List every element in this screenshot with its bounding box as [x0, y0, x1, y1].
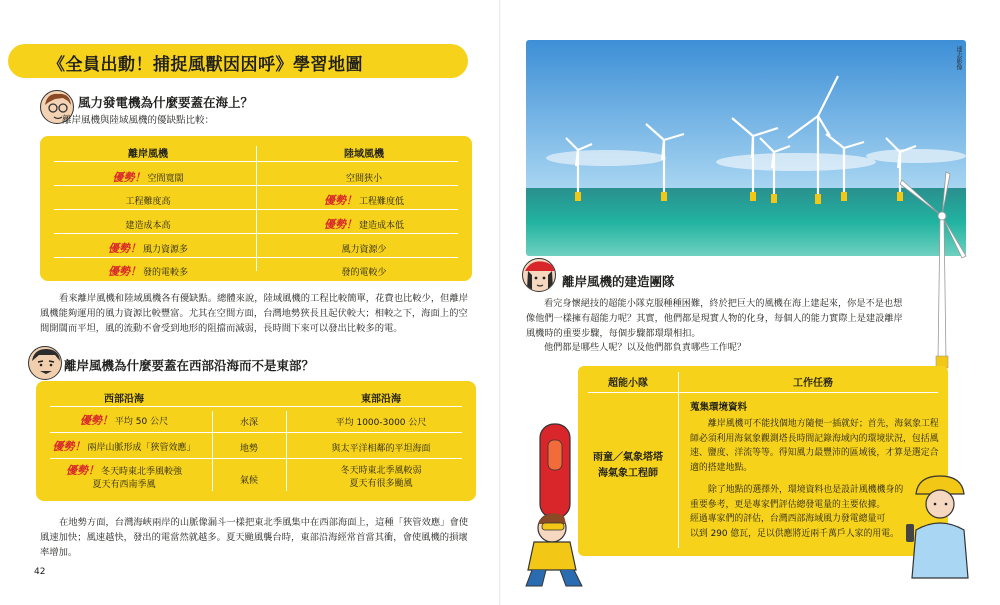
table-cell: 風力資源少: [341, 245, 387, 255]
comparison-table: [40, 136, 472, 281]
column-header-offshore: 離岸風機: [128, 149, 168, 160]
table-cell: 發的電較少: [341, 268, 387, 278]
advantage-badge: 優勢！: [323, 218, 357, 231]
task-description: 離岸風機可不能找個地方隨便一插就好；首先，海氣象工程 師必須利用海氣象觀測塔長時間記錄海域內的環境狀況，包括風 速、鹽度、洋流等等。得知風力最豐沛的區域後，才算是選定合 適的搭建地點。 除了地點的選擇外，環境資料也是設計風機機身的 重要參考，更是專家們評估總發電量的主要依據。 經過專家們的評估，台灣西部海域風力發電總量可 以到 290 億瓦，足以供應將近兩千萬戶人家的用電。: [690, 419, 939, 539]
section1-paragraph: 看來離岸風機和陸域風機各有優缺點。總體來說，陸域風機的工程比較簡單，花費也比較少，但離岸 風機能夠運用的風力資源比較豐富。尤其在空間方面，台灣地勢狹長且起伏較大；相較之下，海面上的空 間開闊而平坦，風的流動不會受到地形的阻擋而減弱，長時間下來可以發出比較多的電。: [40, 293, 469, 334]
table-cell: 地勢: [239, 444, 258, 454]
section2-paragraph: 在地勢方面，台灣海峽兩岸的山脈像漏斗一樣把東北季風集中在西部海面上，這種「狹管效應」會使 風速加快；風速越快，發出的電當然就越多。夏天颱風襲台時，東部沿海經常首當其衝，會使風機的損壞 率增加。: [40, 517, 469, 558]
team-member: 雨童／氣象塔塔 海氣象工程師: [593, 452, 663, 479]
coast-comparison-table: [36, 381, 476, 501]
table-cell: 冬天時東北季風較弱 夏天有很多颱風: [340, 466, 422, 489]
column-header-onshore: 陸域風機: [344, 149, 384, 160]
table-cell: 空間狹小: [345, 174, 382, 184]
table-cell: 優勢！ 兩岸山脈形成「狹管效應」: [52, 440, 196, 453]
team-paragraph: 看完身懷絕技的超能小隊克服種種困難，終於把巨大的風機在海上建起來，你是不是也想 像他們一樣擁有超能力呢？其實，他們都是現實人物的化身，每個人的能力實際上是建設離岸 風機時的重要步驟，每個步驟都環環相扣。 他們都是哪些人呢？以及他們都負責哪些工作呢？: [526, 298, 903, 354]
boy-with-case-illustration: [512, 420, 598, 590]
section1-heading: 風力發電機為什麼要蓋在海上？: [78, 95, 254, 110]
table-cell: 優勢！ 建造成本低: [323, 218, 404, 231]
section1-intro: 離岸風機與陸域風機的優缺點比較：: [62, 115, 215, 126]
table-cell: 與太平洋相鄰的平坦海面: [331, 444, 431, 454]
table-cell: 優勢！ 工程難度低: [323, 194, 404, 207]
title-banner: [8, 44, 468, 78]
engineer-illustration: [902, 470, 978, 580]
column-header-west: 西部沿海: [104, 394, 144, 405]
task-title: 蒐集環境資料: [690, 402, 748, 413]
page-number: 42: [34, 567, 46, 577]
advantage-badge: 優勢！: [52, 440, 86, 453]
advantage-badge: 優勢！: [107, 242, 141, 255]
column-header-tasks: 工作任務: [793, 378, 833, 389]
table-cell: 優勢！ 空間寬闊: [112, 171, 184, 184]
table-cell: 氣候: [239, 476, 258, 486]
advantage-badge: 優勢！: [112, 171, 146, 184]
advantage-badge: 優勢！: [65, 464, 99, 477]
man-avatar: [28, 346, 62, 380]
table-cell: 優勢！ 發的電較多: [107, 265, 188, 278]
column-header-team: 超能小隊: [608, 378, 648, 389]
table-divider: [678, 372, 679, 548]
table-header-divider: [588, 392, 938, 393]
table-cell: 優勢！ 風力資源多: [107, 242, 188, 255]
column-header-east: 東部沿海: [361, 394, 401, 405]
table-cell: 平均 1000-3000 公尺: [335, 418, 427, 428]
table-cell: 水深: [239, 418, 258, 428]
table-cell: 優勢！ 冬天時東北季風較強 夏天有西南季風: [65, 464, 182, 490]
page-title: 《全員出動！捕捉風獸因因呼》學習地圖: [48, 55, 363, 75]
advantage-badge: 優勢！: [79, 414, 113, 427]
team-task-table: [578, 366, 948, 556]
girl-avatar: [522, 258, 556, 292]
table-cell: 工程難度高: [125, 197, 171, 207]
table-cell: 建造成本高: [125, 221, 171, 231]
section2-heading: 離岸風機為什麼要蓋在西部沿海而不是東部？: [64, 358, 315, 373]
photo-credit: 達志影像: [955, 46, 962, 70]
table-cell: 優勢！ 平均 50 公尺: [79, 414, 169, 427]
advantage-badge: 優勢！: [323, 194, 357, 207]
advantage-badge: 優勢！: [107, 265, 141, 278]
team-heading: 離岸風機的建造團隊: [562, 274, 675, 289]
